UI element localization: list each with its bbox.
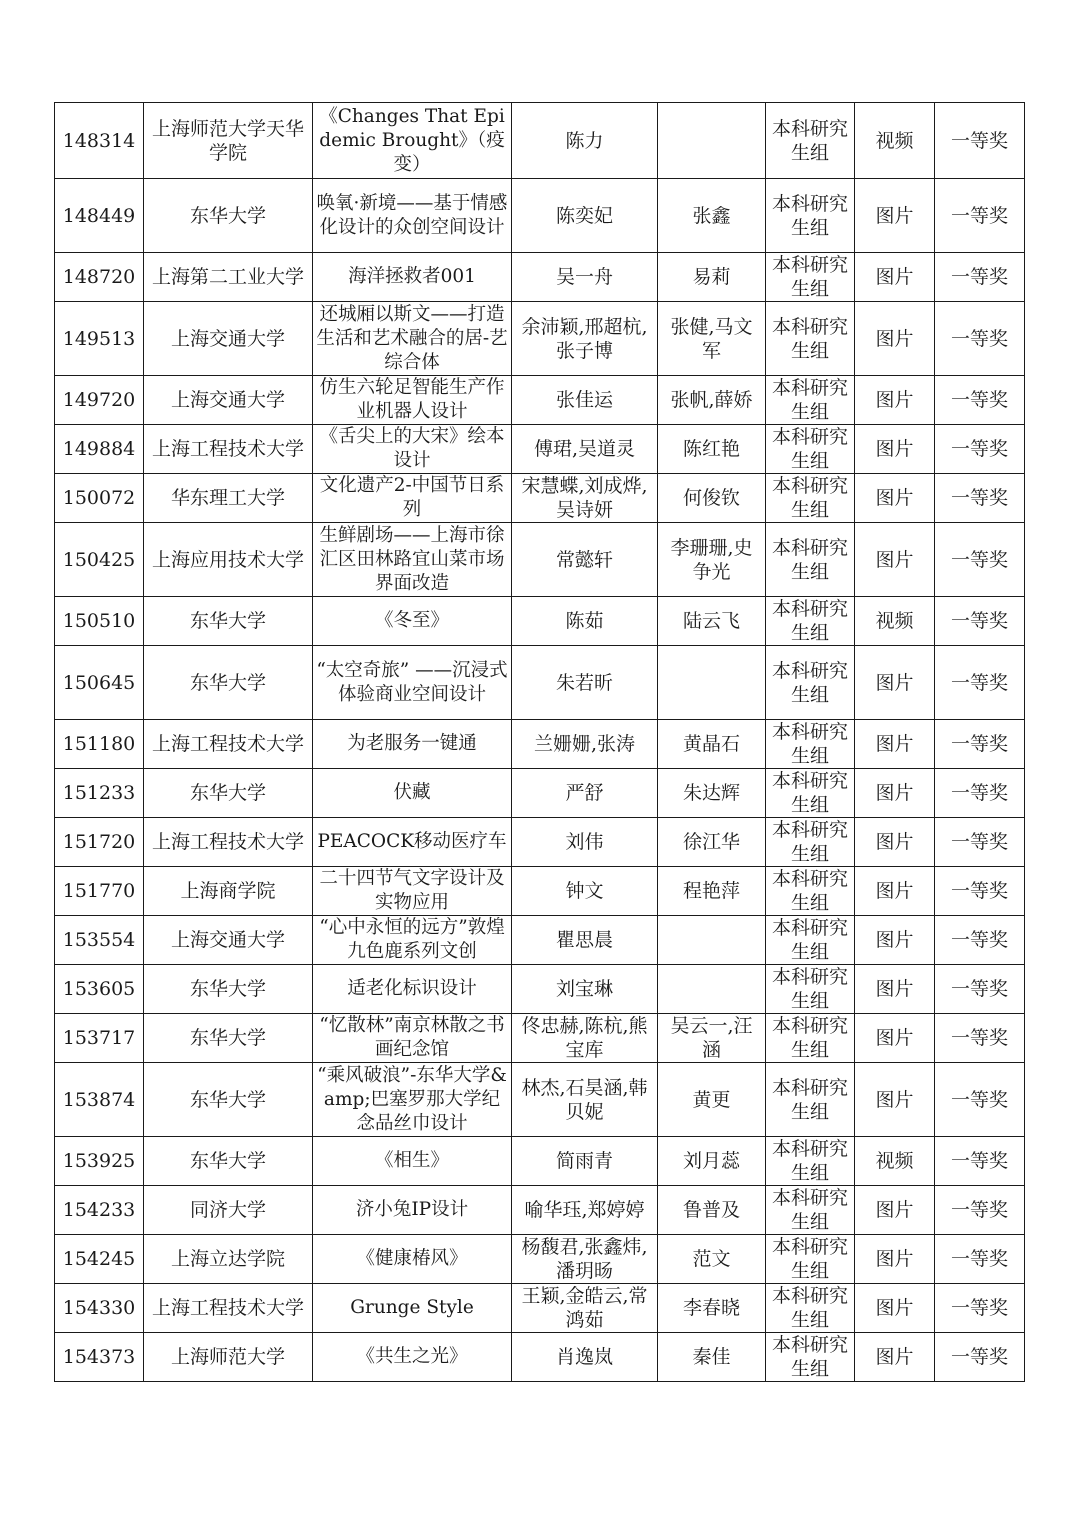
table-row xyxy=(55,523,1025,597)
table-row xyxy=(55,769,1025,818)
advisors-cell: 张鑫 xyxy=(658,179,766,253)
table-row xyxy=(55,103,1025,179)
award-cell: 一等奖 xyxy=(935,474,1025,523)
table-row xyxy=(55,253,1025,302)
advisors-cell: 程艳萍 xyxy=(658,867,766,916)
school-cell: 东华大学 xyxy=(144,1137,313,1186)
school-cell: 东华大学 xyxy=(144,646,313,720)
entry-id-cell: 149884 xyxy=(55,425,144,474)
award-cell: 一等奖 xyxy=(935,103,1025,179)
school-cell: 东华大学 xyxy=(144,597,313,646)
work-title-cell: Grunge Style xyxy=(313,1284,512,1333)
award-cell: 一等奖 xyxy=(935,253,1025,302)
table-row xyxy=(55,1014,1025,1063)
award-cell: 一等奖 xyxy=(935,720,1025,769)
advisors-cell: 刘月蕊 xyxy=(658,1137,766,1186)
award-cell: 一等奖 xyxy=(935,965,1025,1014)
school-cell: 东华大学 xyxy=(144,1014,313,1063)
entry-id-cell: 154233 xyxy=(55,1186,144,1235)
work-title-cell: “乘风破浪”-东华大学&amp;巴塞罗那大学纪念品丝巾设计 xyxy=(313,1063,512,1137)
award-cell: 一等奖 xyxy=(935,1284,1025,1333)
advisors-cell xyxy=(658,646,766,720)
award-cell: 一等奖 xyxy=(935,867,1025,916)
award-cell: 一等奖 xyxy=(935,1063,1025,1137)
entry-id-cell: 151180 xyxy=(55,720,144,769)
table-row xyxy=(55,474,1025,523)
work-title-cell: “忆散林”南京林散之书画纪念馆 xyxy=(313,1014,512,1063)
school-cell: 上海第二工业大学 xyxy=(144,253,313,302)
entry-id-cell: 149513 xyxy=(55,302,144,376)
entry-id-cell: 154373 xyxy=(55,1333,144,1382)
table-row xyxy=(55,1333,1025,1382)
authors-cell: 兰姗姗,张涛 xyxy=(512,720,658,769)
entry-id-cell: 153554 xyxy=(55,916,144,965)
school-cell: 东华大学 xyxy=(144,1063,313,1137)
school-cell: 上海应用技术大学 xyxy=(144,523,313,597)
work-type-cell: 图片 xyxy=(855,425,935,474)
entry-id-cell: 150072 xyxy=(55,474,144,523)
work-title-cell: 唤氧·新境——基于情感化设计的众创空间设计 xyxy=(313,179,512,253)
table-row xyxy=(55,818,1025,867)
award-cell: 一等奖 xyxy=(935,1137,1025,1186)
award-cell: 一等奖 xyxy=(935,376,1025,425)
work-title-cell: 伏藏 xyxy=(313,769,512,818)
authors-cell: 肖逸岚 xyxy=(512,1333,658,1382)
school-cell: 东华大学 xyxy=(144,179,313,253)
advisors-cell: 秦佳 xyxy=(658,1333,766,1382)
group-cell: 本科研究生组 xyxy=(766,523,855,597)
work-type-cell: 图片 xyxy=(855,523,935,597)
award-cell: 一等奖 xyxy=(935,1186,1025,1235)
group-cell: 本科研究生组 xyxy=(766,720,855,769)
advisors-cell: 范文 xyxy=(658,1235,766,1284)
award-cell: 一等奖 xyxy=(935,179,1025,253)
advisors-cell xyxy=(658,103,766,179)
entry-id-cell: 148720 xyxy=(55,253,144,302)
award-cell: 一等奖 xyxy=(935,1014,1025,1063)
entry-id-cell: 148449 xyxy=(55,179,144,253)
work-type-cell: 图片 xyxy=(855,916,935,965)
award-cell: 一等奖 xyxy=(935,597,1025,646)
work-title-cell: 适老化标识设计 xyxy=(313,965,512,1014)
school-cell: 上海交通大学 xyxy=(144,302,313,376)
award-cell: 一等奖 xyxy=(935,1235,1025,1284)
entry-id-cell: 154330 xyxy=(55,1284,144,1333)
work-type-cell: 图片 xyxy=(855,818,935,867)
work-type-cell: 图片 xyxy=(855,1186,935,1235)
entry-id-cell: 154245 xyxy=(55,1235,144,1284)
school-cell: 上海师范大学天华学院 xyxy=(144,103,313,179)
work-type-cell: 图片 xyxy=(855,253,935,302)
school-cell: 上海工程技术大学 xyxy=(144,1284,313,1333)
group-cell: 本科研究生组 xyxy=(766,302,855,376)
work-type-cell: 图片 xyxy=(855,1063,935,1137)
authors-cell: 钟文 xyxy=(512,867,658,916)
work-title-cell: 文化遗产2-中国节日系列 xyxy=(313,474,512,523)
entry-id-cell: 150510 xyxy=(55,597,144,646)
authors-cell: 宋慧蝶,刘成烨,吴诗妍 xyxy=(512,474,658,523)
authors-cell: 喻华珏,郑婷婷 xyxy=(512,1186,658,1235)
work-title-cell: “太空奇旅” ——沉浸式体验商业空间设计 xyxy=(313,646,512,720)
school-cell: 东华大学 xyxy=(144,965,313,1014)
authors-cell: 王颖,金皓云,常鸿茹 xyxy=(512,1284,658,1333)
table-row xyxy=(55,720,1025,769)
advisors-cell: 李珊珊,史争光 xyxy=(658,523,766,597)
table-row xyxy=(55,425,1025,474)
school-cell: 上海交通大学 xyxy=(144,916,313,965)
work-title-cell: “心中永恒的远方”敦煌九色鹿系列文创 xyxy=(313,916,512,965)
authors-cell: 傅珺,吴道灵 xyxy=(512,425,658,474)
table-row xyxy=(55,1235,1025,1284)
advisors-cell: 吴云一,汪涵 xyxy=(658,1014,766,1063)
school-cell: 上海师范大学 xyxy=(144,1333,313,1382)
authors-cell: 杨馥君,张鑫炜,潘玥旸 xyxy=(512,1235,658,1284)
work-type-cell: 图片 xyxy=(855,867,935,916)
entry-id-cell: 150425 xyxy=(55,523,144,597)
group-cell: 本科研究生组 xyxy=(766,1063,855,1137)
work-title-cell: 《冬至》 xyxy=(313,597,512,646)
advisors-cell: 易莉 xyxy=(658,253,766,302)
work-type-cell: 图片 xyxy=(855,1333,935,1382)
work-type-cell: 图片 xyxy=(855,179,935,253)
advisors-cell: 陈红艳 xyxy=(658,425,766,474)
group-cell: 本科研究生组 xyxy=(766,1186,855,1235)
work-type-cell: 视频 xyxy=(855,103,935,179)
table-row xyxy=(55,867,1025,916)
entry-id-cell: 153925 xyxy=(55,1137,144,1186)
table-row xyxy=(55,916,1025,965)
table-row xyxy=(55,597,1025,646)
entry-id-cell: 153605 xyxy=(55,965,144,1014)
award-cell: 一等奖 xyxy=(935,916,1025,965)
work-type-cell: 图片 xyxy=(855,769,935,818)
work-type-cell: 图片 xyxy=(855,376,935,425)
advisors-cell: 鲁普及 xyxy=(658,1186,766,1235)
group-cell: 本科研究生组 xyxy=(766,769,855,818)
group-cell: 本科研究生组 xyxy=(766,179,855,253)
advisors-cell: 李春晓 xyxy=(658,1284,766,1333)
advisors-cell xyxy=(658,916,766,965)
work-title-cell: 生鲜剧场——上海市徐汇区田林路宜山菜市场界面改造 xyxy=(313,523,512,597)
work-title-cell: 二十四节气文字设计及实物应用 xyxy=(313,867,512,916)
group-cell: 本科研究生组 xyxy=(766,103,855,179)
work-title-cell: 《健康椿风》 xyxy=(313,1235,512,1284)
group-cell: 本科研究生组 xyxy=(766,1284,855,1333)
advisors-cell: 徐江华 xyxy=(658,818,766,867)
group-cell: 本科研究生组 xyxy=(766,1333,855,1382)
group-cell: 本科研究生组 xyxy=(766,474,855,523)
authors-cell: 张佳运 xyxy=(512,376,658,425)
table-row xyxy=(55,965,1025,1014)
work-title-cell: 为老服务一键通 xyxy=(313,720,512,769)
award-cell: 一等奖 xyxy=(935,769,1025,818)
group-cell: 本科研究生组 xyxy=(766,376,855,425)
work-type-cell: 图片 xyxy=(855,474,935,523)
group-cell: 本科研究生组 xyxy=(766,1235,855,1284)
table-row xyxy=(55,376,1025,425)
table-row xyxy=(55,179,1025,253)
work-type-cell: 图片 xyxy=(855,302,935,376)
entry-id-cell: 151233 xyxy=(55,769,144,818)
authors-cell: 刘伟 xyxy=(512,818,658,867)
work-title-cell: 还城厢以斯文——打造生活和艺术融合的居-艺综合体 xyxy=(313,302,512,376)
work-title-cell: 《舌尖上的大宋》绘本设计 xyxy=(313,425,512,474)
table-row xyxy=(55,1137,1025,1186)
table-row xyxy=(55,1284,1025,1333)
work-title-cell: 《Changes That Epidemic Brought》（疫变） xyxy=(313,103,512,179)
table-row xyxy=(55,646,1025,720)
table-row xyxy=(55,1063,1025,1137)
work-type-cell: 视频 xyxy=(855,597,935,646)
group-cell: 本科研究生组 xyxy=(766,916,855,965)
authors-cell: 佟忠赫,陈杭,熊宝库 xyxy=(512,1014,658,1063)
work-title-cell: 仿生六轮足智能生产作业机器人设计 xyxy=(313,376,512,425)
work-type-cell: 图片 xyxy=(855,1014,935,1063)
work-type-cell: 图片 xyxy=(855,1235,935,1284)
work-type-cell: 视频 xyxy=(855,1137,935,1186)
entry-id-cell: 153717 xyxy=(55,1014,144,1063)
advisors-cell: 张健,马文军 xyxy=(658,302,766,376)
award-cell: 一等奖 xyxy=(935,425,1025,474)
entry-id-cell: 153874 xyxy=(55,1063,144,1137)
award-cell: 一等奖 xyxy=(935,646,1025,720)
work-title-cell: 济小兔IP设计 xyxy=(313,1186,512,1235)
school-cell: 上海交通大学 xyxy=(144,376,313,425)
work-title-cell: 《相生》 xyxy=(313,1137,512,1186)
authors-cell: 林杰,石昊涵,韩贝妮 xyxy=(512,1063,658,1137)
award-cell: 一等奖 xyxy=(935,302,1025,376)
school-cell: 同济大学 xyxy=(144,1186,313,1235)
advisors-cell: 黄更 xyxy=(658,1063,766,1137)
entry-id-cell: 149720 xyxy=(55,376,144,425)
entry-id-cell: 150645 xyxy=(55,646,144,720)
group-cell: 本科研究生组 xyxy=(766,1014,855,1063)
work-title-cell: 海洋拯救者001 xyxy=(313,253,512,302)
work-title-cell: PEACOCK移动医疗车 xyxy=(313,818,512,867)
entry-id-cell: 148314 xyxy=(55,103,144,179)
advisors-cell: 张帆,薛娇 xyxy=(658,376,766,425)
entry-id-cell: 151770 xyxy=(55,867,144,916)
authors-cell: 简雨青 xyxy=(512,1137,658,1186)
authors-cell: 刘宝琳 xyxy=(512,965,658,1014)
group-cell: 本科研究生组 xyxy=(766,818,855,867)
authors-cell: 余沛颖,邢超杭,张子博 xyxy=(512,302,658,376)
school-cell: 上海工程技术大学 xyxy=(144,425,313,474)
award-table xyxy=(54,102,1025,1382)
school-cell: 上海商学院 xyxy=(144,867,313,916)
table-row xyxy=(55,1186,1025,1235)
group-cell: 本科研究生组 xyxy=(766,646,855,720)
work-type-cell: 图片 xyxy=(855,1284,935,1333)
authors-cell: 陈茹 xyxy=(512,597,658,646)
award-cell: 一等奖 xyxy=(935,1333,1025,1382)
award-cell: 一等奖 xyxy=(935,523,1025,597)
group-cell: 本科研究生组 xyxy=(766,425,855,474)
advisors-cell xyxy=(658,965,766,1014)
group-cell: 本科研究生组 xyxy=(766,597,855,646)
advisors-cell: 朱达辉 xyxy=(658,769,766,818)
group-cell: 本科研究生组 xyxy=(766,1137,855,1186)
authors-cell: 严舒 xyxy=(512,769,658,818)
advisors-cell: 何俊钦 xyxy=(658,474,766,523)
authors-cell: 朱若昕 xyxy=(512,646,658,720)
school-cell: 上海立达学院 xyxy=(144,1235,313,1284)
work-type-cell: 图片 xyxy=(855,720,935,769)
work-type-cell: 图片 xyxy=(855,965,935,1014)
work-type-cell: 图片 xyxy=(855,646,935,720)
advisors-cell: 陆云飞 xyxy=(658,597,766,646)
school-cell: 上海工程技术大学 xyxy=(144,818,313,867)
school-cell: 东华大学 xyxy=(144,769,313,818)
authors-cell: 陈奕妃 xyxy=(512,179,658,253)
entry-id-cell: 151720 xyxy=(55,818,144,867)
group-cell: 本科研究生组 xyxy=(766,253,855,302)
authors-cell: 陈力 xyxy=(512,103,658,179)
group-cell: 本科研究生组 xyxy=(766,867,855,916)
group-cell: 本科研究生组 xyxy=(766,965,855,1014)
school-cell: 华东理工大学 xyxy=(144,474,313,523)
work-title-cell: 《共生之光》 xyxy=(313,1333,512,1382)
authors-cell: 吴一舟 xyxy=(512,253,658,302)
authors-cell: 瞿思晨 xyxy=(512,916,658,965)
authors-cell: 常懿轩 xyxy=(512,523,658,597)
award-cell: 一等奖 xyxy=(935,818,1025,867)
advisors-cell: 黄晶石 xyxy=(658,720,766,769)
table-row xyxy=(55,302,1025,376)
school-cell: 上海工程技术大学 xyxy=(144,720,313,769)
